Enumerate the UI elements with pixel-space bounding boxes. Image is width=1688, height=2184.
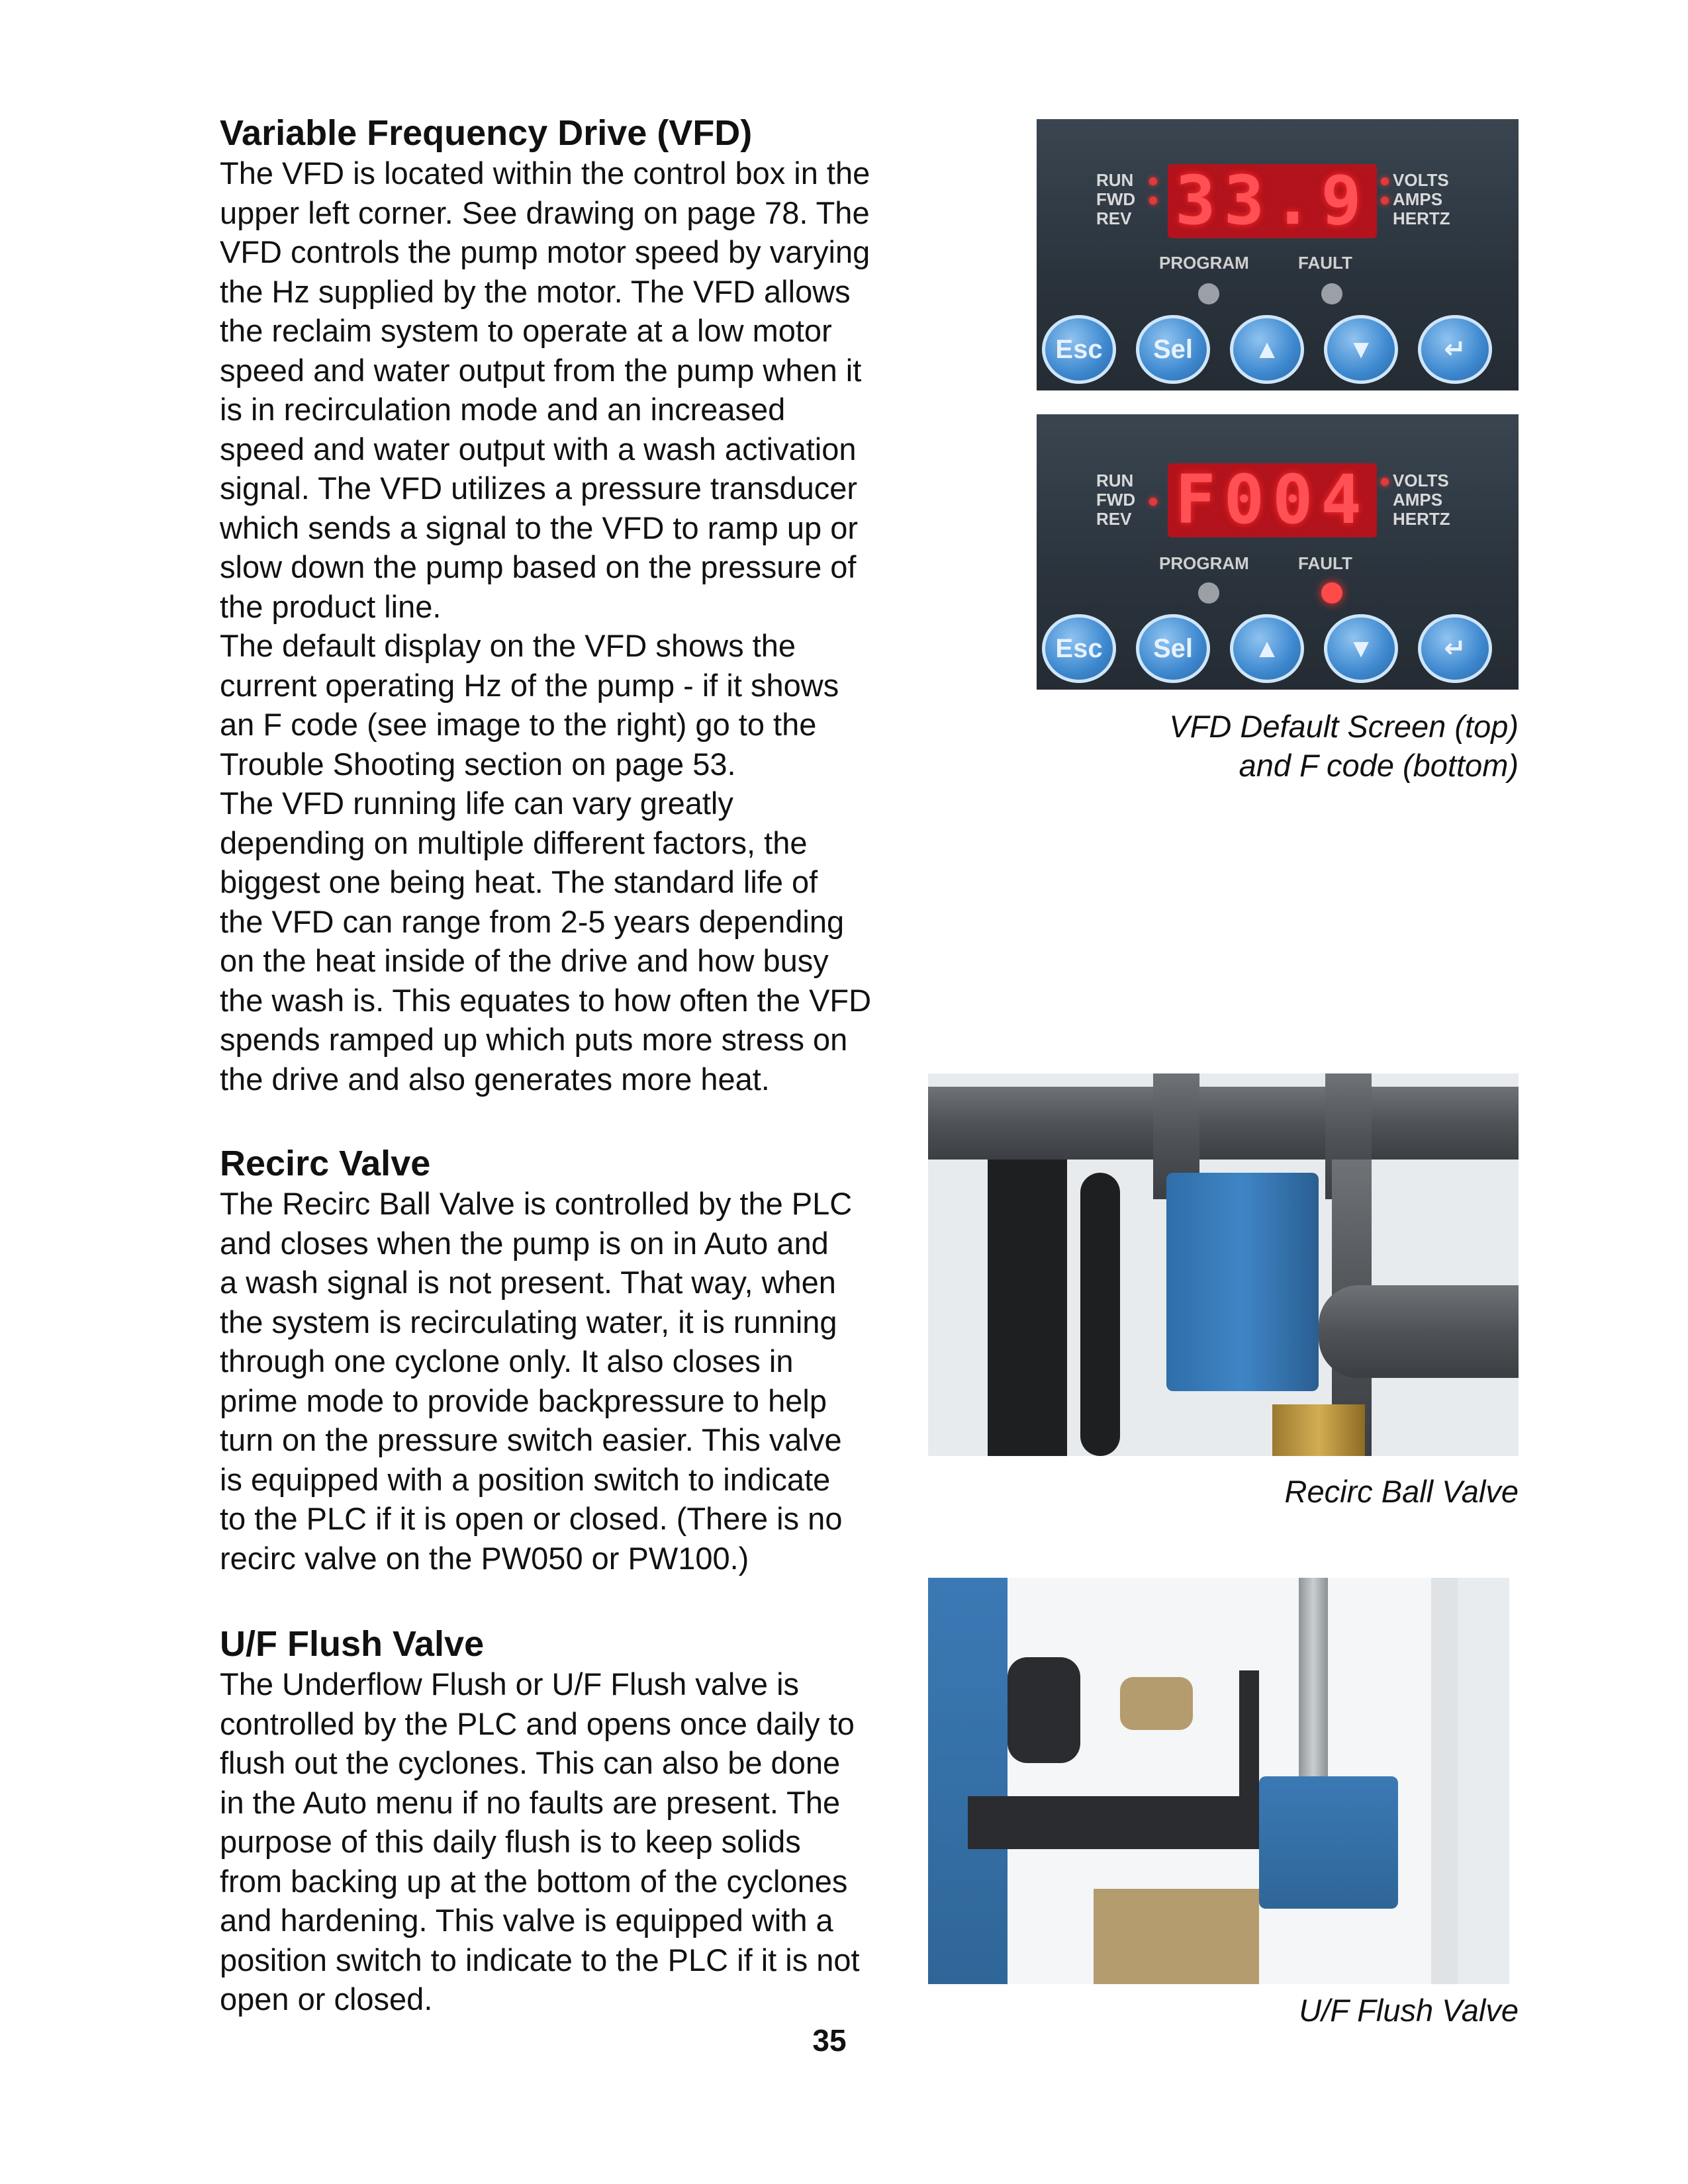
section-recirc: [220, 1143, 915, 1578]
wooden-base: [1094, 1889, 1259, 1984]
vfd-paragraph-1: The VFD is located within the control box in the upper left corner. See drawing on page 78. The VFD controls the pump motor speed by varying the Hz supplied by the motor. The VFD allows the reclaim system to operate at a low motor speed and water output from the pump when it is in recirculation mode and an increased speed and water output with a wash activation signal. The VFD utilizes a pressure transducer which sends a signal to the VFD to ramp up or slow down the pump based on the pressure of the product line.: [220, 156, 870, 624]
enter-icon: ↵: [1418, 315, 1492, 384]
vfd-keypad: [1037, 315, 1519, 389]
section-flush: [220, 1623, 915, 2019]
vfd-unit-amps: AMPS: [1393, 490, 1443, 510]
vfd-status-rev: REV: [1096, 509, 1132, 529]
vfd-status-run: RUN: [1096, 471, 1134, 490]
fault-indicator-lit: [1321, 582, 1342, 604]
down-arrow-icon: ▼: [1324, 315, 1398, 384]
fault-label: FAULT: [1298, 553, 1352, 573]
vfd-unit-labels: [1393, 471, 1450, 529]
sel-key: Sel: [1136, 315, 1210, 384]
black-elbow: [1008, 1657, 1080, 1763]
volts-led: [1381, 177, 1389, 185]
vfd-unit-volts: VOLTS: [1393, 471, 1449, 490]
vfd-figure-caption: VFD Default Screen (top) and F code (bottom): [1169, 709, 1519, 783]
heading-vfd: Variable Frequency Drive (VFD): [220, 113, 753, 153]
vfd-status-fwd: FWD: [1096, 490, 1136, 510]
section-vfd: [220, 113, 915, 1099]
up-arrow-icon: ▲: [1230, 315, 1304, 384]
brass-fitting: [1272, 1404, 1365, 1456]
amps-led: [1381, 197, 1389, 205]
valve-actuator: [1259, 1776, 1398, 1909]
clear-tube: [1299, 1578, 1328, 1809]
run-led: [1149, 177, 1157, 185]
recirc-ball-valve-photo: [928, 1073, 1519, 1456]
black-pipe: [988, 1160, 1067, 1456]
program-indicator: [1198, 283, 1219, 304]
up-arrow-icon: ▲: [1230, 614, 1304, 683]
fault-indicator: [1321, 283, 1342, 304]
down-arrow-icon: ▼: [1324, 614, 1398, 683]
enter-icon: ↵: [1418, 614, 1492, 683]
solenoid-valve: [1120, 1677, 1193, 1730]
vfd-status-run: RUN: [1096, 170, 1134, 190]
fwd-led: [1149, 498, 1157, 506]
program-label: PROGRAM: [1159, 253, 1249, 273]
esc-key: Esc: [1042, 315, 1116, 384]
fwd-led: [1149, 197, 1157, 205]
vfd-status-rev: REV: [1096, 208, 1132, 228]
side-wall: [1458, 1578, 1509, 1984]
heading-flush: U/F Flush Valve: [220, 1624, 485, 1664]
vfd-unit-hertz: HERTZ: [1393, 509, 1450, 529]
elbow-pipe: [1319, 1285, 1519, 1378]
vfd-unit-volts: VOLTS: [1393, 170, 1449, 190]
black-hose: [1080, 1173, 1120, 1456]
vfd-paragraph-3: The VFD running life can vary greatly depending on multiple different factors, the biggest one being heat. The standard life of the VFD can range from 2-5 years depending on the heat inside of the drive and how busy the wash is. This equates to how often the VFD spends ramped up which puts more stress on the drive and also generates more heat.: [220, 786, 872, 1097]
valve-actuator: [1166, 1173, 1319, 1391]
vfd-unit-amps: AMPS: [1393, 189, 1443, 209]
flush-paragraph: The Underflow Flush or U/F Flush valve is controlled by the PLC and opens once daily to flush out the cyclones. This can also be done in the Auto menu if no faults are present. The purpose of this daily flush is to keep solids from backing up at the bottom of the cyclones and hardening. This valve is equipped with a position switch to indicate to the PLC if it is not open or closed.: [220, 1666, 860, 2017]
flush-figure-caption: U/F Flush Valve: [1299, 1993, 1519, 2028]
vfd-keypad: [1037, 614, 1519, 688]
black-pipe: [968, 1796, 1259, 1849]
recirc-figure-caption: Recirc Ball Valve: [1284, 1474, 1519, 1509]
vfd-led-display: F004: [1168, 463, 1377, 537]
vfd-status-fwd: FWD: [1096, 189, 1136, 209]
vfd-status-labels: [1096, 171, 1135, 228]
recirc-paragraph: The Recirc Ball Valve is controlled by the PLC and closes when the pump is on in Auto and a wash signal is not present. That way, when the system is recirculating water, it is running through one cyclone only. It also closes in prime mode to provide backpressure to help turn on the pressure switch easier. This valve is equipped with a position switch to indicate to the PLC if it is open or closed. (There is no recirc valve on the PW050 or PW100.): [220, 1186, 853, 1576]
volts-led: [1381, 478, 1389, 486]
vfd-status-labels: [1096, 471, 1135, 529]
horizontal-pipe: [928, 1087, 1519, 1160]
program-indicator: [1198, 582, 1219, 604]
heading-recirc: Recirc Valve: [220, 1144, 431, 1183]
fault-label: FAULT: [1298, 253, 1352, 273]
vfd-default-screen-photo: [1037, 119, 1519, 390]
program-label: PROGRAM: [1159, 553, 1249, 573]
uf-flush-valve-photo: [928, 1578, 1509, 1984]
sel-key: Sel: [1136, 614, 1210, 683]
blue-tank: [928, 1578, 1008, 1984]
vfd-led-display: 33.9: [1168, 164, 1377, 238]
vfd-paragraph-2: The default display on the VFD shows the current operating Hz of the pump - if it shows an F code (see image to the right) go to the Trouble Shooting section on page 53.: [220, 628, 839, 782]
esc-key: Esc: [1042, 614, 1116, 683]
vfd-unit-hertz: HERTZ: [1393, 208, 1450, 228]
vfd-unit-labels: [1393, 171, 1450, 228]
vfd-f-code-photo: [1037, 414, 1519, 690]
page-number: 35: [812, 2023, 847, 2058]
